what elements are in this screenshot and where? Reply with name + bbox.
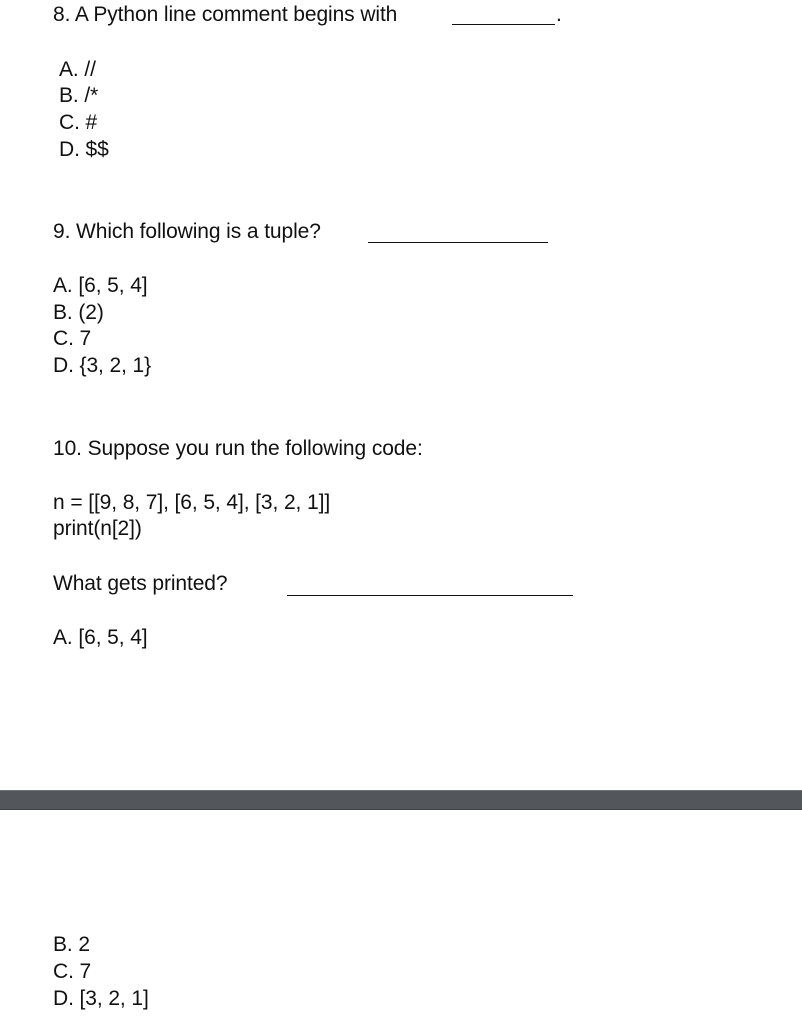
question-9-option-d: D. {3, 2, 1} <box>53 354 152 377</box>
question-10-option-a: A. [6, 5, 4] <box>53 626 148 649</box>
question-8-answer-blank <box>452 24 555 25</box>
question-9-option-c: C. 7 <box>53 327 92 350</box>
question-10-answer-blank <box>287 595 573 596</box>
code-line-1: n = [[9, 8, 7], [6, 5, 4], [3, 2, 1]] <box>53 491 331 514</box>
question-8-text: 8. A Python line comment begins with <box>53 3 398 26</box>
document-page-2 <box>0 810 802 1024</box>
question-9-text: 9. Which following is a tuple? <box>53 220 321 243</box>
question-10-prompt: What gets printed? <box>53 572 228 595</box>
page-break-divider <box>0 790 802 810</box>
code-line-2: print(n[2]) <box>53 517 142 540</box>
question-8-period: . <box>556 3 562 26</box>
question-9-option-a: A. [6, 5, 4] <box>53 274 148 297</box>
question-9-answer-blank <box>368 242 548 243</box>
question-8-option-b: B. /* <box>59 84 99 107</box>
question-8-option-a: A. // <box>59 58 96 81</box>
question-10-text: 10. Suppose you run the following code: <box>53 437 423 460</box>
question-8-option-c: C. # <box>59 111 98 134</box>
question-10-option-b: B. 2 <box>53 933 90 956</box>
question-9-option-b: B. (2) <box>53 301 104 324</box>
question-8-option-d: D. $$ <box>59 138 109 161</box>
question-10-option-c: C. 7 <box>53 960 92 983</box>
question-10-option-d: D. [3, 2, 1] <box>53 987 149 1010</box>
